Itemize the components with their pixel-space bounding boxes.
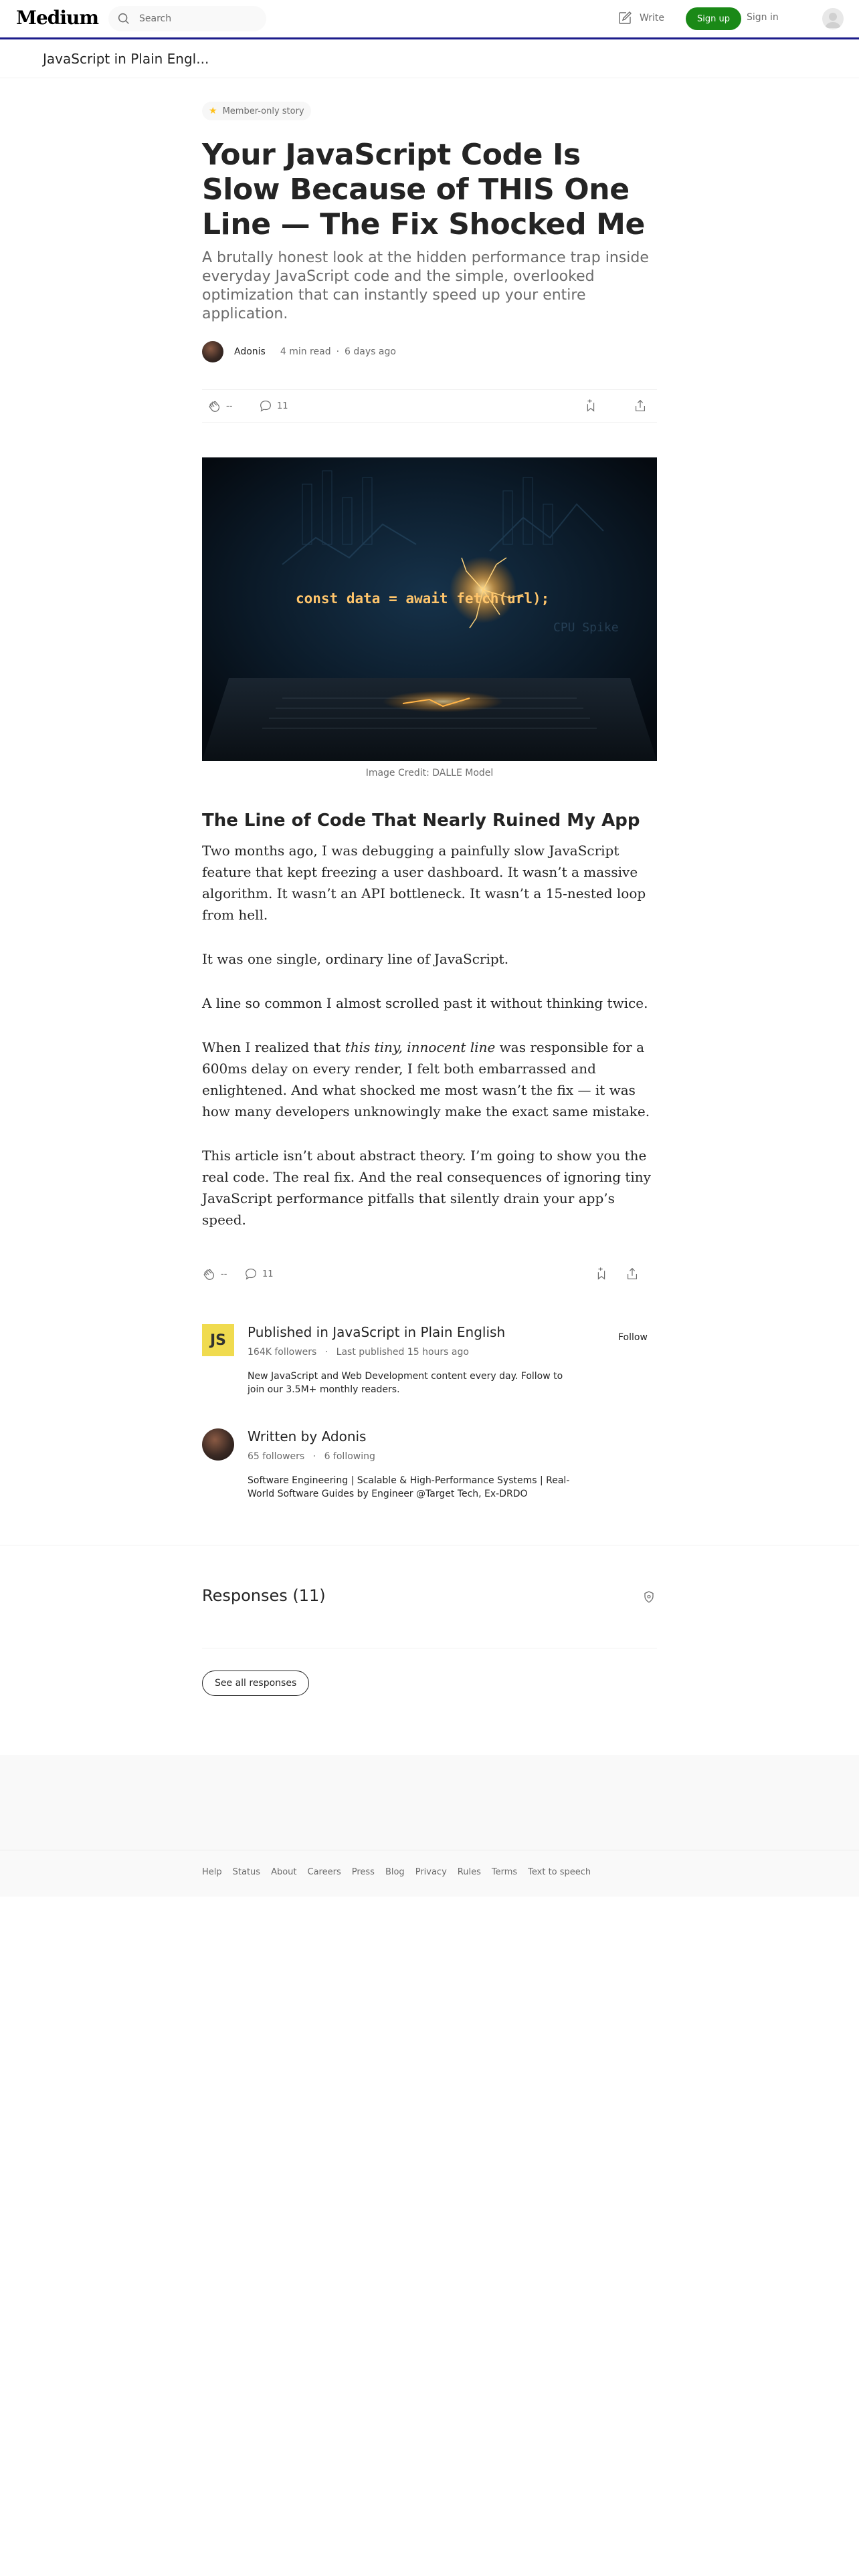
publication-description: New JavaScript and Web Development content every day. Follow to join our 3.5M+ monthly readers. xyxy=(248,1371,563,1395)
clap-count: -- xyxy=(226,401,233,411)
search-icon xyxy=(116,11,131,26)
write-icon xyxy=(617,10,633,26)
author-avatar[interactable] xyxy=(202,341,223,362)
clap-button-bottom[interactable] xyxy=(202,1267,227,1281)
article-subtitle: A brutally honest look at the hidden performance trap inside everyday JavaScript code and the simple, overlooked optimization that can instantly speed up your entire application. xyxy=(202,249,649,322)
bookmark-add-icon xyxy=(594,1267,609,1281)
paragraph-3: A line so common I almost scrolled past it without thinking twice. xyxy=(202,995,648,1011)
clap-count-bottom: -- xyxy=(221,1269,227,1279)
see-all-responses-button[interactable]: See all responses xyxy=(202,1671,309,1696)
footer-link-careers[interactable]: Careers xyxy=(307,1867,341,1877)
footer-link-blog[interactable]: Blog xyxy=(385,1867,405,1877)
hero-code-line: const data = await fetch(url); xyxy=(296,591,550,607)
paragraph-4-emphasis: this tiny, innocent line xyxy=(345,1039,496,1055)
member-only-label: Member-only story xyxy=(222,106,304,116)
comment-icon xyxy=(244,1267,258,1281)
search-input[interactable] xyxy=(139,13,253,24)
article-title: Your JavaScript Code Is Slow Because of THIS One Line — The Fix Shocked Me xyxy=(202,138,645,241)
user-avatar-icon[interactable] xyxy=(822,8,844,29)
paragraph-4-start: When I realized that xyxy=(202,1039,345,1055)
comment-icon xyxy=(258,399,273,413)
sign-up-button[interactable]: Sign up xyxy=(686,7,741,30)
hero-faded-label: CPU Spike xyxy=(553,621,619,635)
search-box[interactable] xyxy=(108,6,266,31)
published-date: 6 days ago xyxy=(345,346,396,357)
responses-button-bottom[interactable] xyxy=(244,1267,274,1281)
separator-dot: · xyxy=(336,346,340,357)
publication-card-title[interactable]: Published in JavaScript in Plain English xyxy=(248,1324,506,1340)
author-card-meta xyxy=(248,1451,375,1462)
byline xyxy=(202,340,396,364)
top-navigation xyxy=(0,0,859,37)
star-icon: ★ xyxy=(209,106,217,116)
footer-link-text-to-speech[interactable]: Text to speech xyxy=(528,1867,591,1877)
author-following: 6 following xyxy=(324,1451,375,1462)
paragraph-4 xyxy=(202,1037,657,1122)
clap-icon xyxy=(202,1267,217,1281)
separator-dot: · xyxy=(312,1451,316,1462)
publication-followers: 164K followers xyxy=(248,1347,317,1358)
author-name[interactable]: Adonis xyxy=(234,346,266,357)
bookmark-add-icon xyxy=(583,399,598,413)
share-icon xyxy=(625,1267,640,1281)
publication-bar xyxy=(0,39,859,78)
bookmark-button[interactable] xyxy=(583,399,598,413)
bookmark-button-bottom[interactable] xyxy=(594,1267,609,1281)
publication-name-link[interactable]: JavaScript in Plain Engl... xyxy=(43,51,209,67)
write-button[interactable] xyxy=(617,10,664,26)
member-only-badge xyxy=(202,102,311,120)
publication-last-published: Last published 15 hours ago xyxy=(336,1347,469,1358)
footer-link-privacy[interactable]: Privacy xyxy=(415,1867,447,1877)
paragraph-1: Two months ago, I was debugging a painfully slow JavaScript feature that kept freezing a user dashboard. It wasn’t a massive algorithm. It wasn’t an API bottleneck. It wasn’t a 15-nested loop from hell. xyxy=(202,843,646,923)
author-card-avatar[interactable] xyxy=(202,1428,234,1461)
responses-button[interactable] xyxy=(258,399,288,413)
separator-dot: · xyxy=(324,1347,328,1358)
write-label: Write xyxy=(640,13,664,23)
paragraph-4-end: was responsible for a 600ms delay on every render, I felt both embarrassed and enlightened. And what shocked me most wasn’t the fix — it was how many developers unknowingly make the exact same mistake. xyxy=(202,1039,650,1119)
author-card-title[interactable]: Written by Adonis xyxy=(248,1428,367,1444)
share-icon xyxy=(633,399,648,413)
clap-button[interactable] xyxy=(207,399,232,413)
footer-links xyxy=(202,1867,601,1877)
sign-in-link[interactable]: Sign in xyxy=(747,12,779,23)
article-action-bar-bottom xyxy=(202,1257,657,1291)
footer-link-press[interactable]: Press xyxy=(351,1867,375,1877)
share-button-bottom[interactable] xyxy=(625,1267,640,1281)
read-time: 4 min read xyxy=(280,346,331,357)
footer-link-help[interactable]: Help xyxy=(202,1867,222,1877)
footer-link-terms[interactable]: Terms xyxy=(491,1867,518,1877)
response-count: 11 xyxy=(277,401,288,411)
hero-illustration xyxy=(202,457,657,761)
author-followers: 65 followers xyxy=(248,1451,305,1462)
footer-link-rules[interactable]: Rules xyxy=(457,1867,481,1877)
author-bio: Software Engineering | Scalable & High-Performance Systems | Real-World Software Guides by Engineer @Target Tech, Ex-DRDO xyxy=(248,1475,570,1499)
response-count-bottom: 11 xyxy=(262,1269,274,1279)
footer-link-status[interactable]: Status xyxy=(232,1867,261,1877)
medium-logo[interactable]: Medium xyxy=(16,7,99,29)
publication-card-meta xyxy=(248,1347,469,1358)
footer-link-about[interactable]: About xyxy=(271,1867,297,1877)
responses-title: Responses (11) xyxy=(202,1586,326,1605)
paragraph-5: This article isn’t about abstract theory. I’m going to show you the real code. The real fix. And the real consequences of ignoring tiny JavaScript performance pitfalls that silently drain your app’s speed. xyxy=(202,1148,651,1228)
share-button[interactable] xyxy=(633,399,648,413)
paragraph-2: It was one single, ordinary line of JavaScript. xyxy=(202,951,509,967)
article-action-bar-top xyxy=(202,389,657,423)
publication-logo[interactable]: JS xyxy=(202,1324,234,1356)
hero-image xyxy=(202,457,657,761)
shield-icon[interactable] xyxy=(642,1590,656,1604)
follow-publication-button[interactable]: Follow xyxy=(618,1332,648,1343)
clap-icon xyxy=(207,399,222,413)
image-caption: Image Credit: DALLE Model xyxy=(365,768,494,778)
section-heading: The Line of Code That Nearly Ruined My App xyxy=(202,811,640,831)
